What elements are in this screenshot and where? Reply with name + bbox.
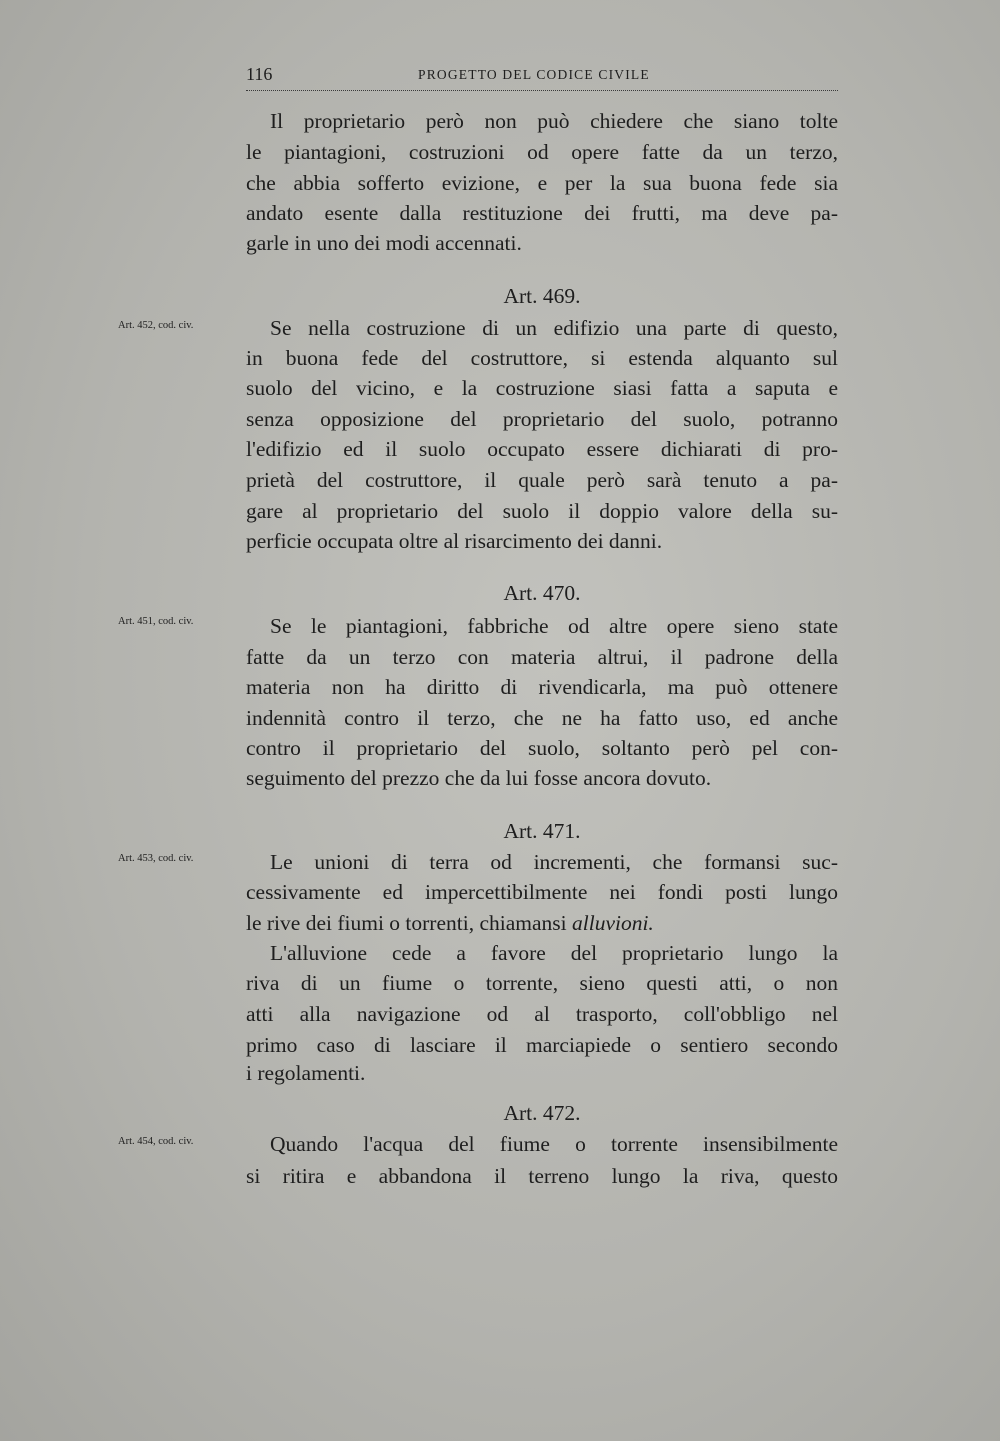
text-line: perficie occupata oltre al risarcimento dei danni. xyxy=(246,529,663,553)
article-heading: Art. 470. xyxy=(503,581,581,605)
text-line: cessivamente ed impercettibilmente nei fondi posti lungo xyxy=(246,880,838,904)
text-line: Il proprietario però non può chiedere che siano tolte xyxy=(270,109,838,133)
italic-term: alluvioni. xyxy=(572,911,654,935)
text-line: fatte da un terzo con materia altrui, il padrone della xyxy=(246,645,838,669)
text-line: riva di un fiume o torrente, sieno questi atti, o non xyxy=(246,971,838,995)
text-line: Se le piantagioni, fabbriche od altre opere sieno state xyxy=(270,614,838,638)
page-number: 116 xyxy=(246,64,273,84)
text-line: contro il proprietario del suolo, soltanto però pel con- xyxy=(246,736,838,760)
text-line: atti alla navigazione od al trasporto, coll'obbligo nel xyxy=(246,1002,838,1026)
text-line: Se nella costruzione di un edifizio una parte di questo, xyxy=(270,316,838,340)
text-line: che abbia sofferto evizione, e per la sua buona fede sia xyxy=(246,171,838,195)
text-line: indennità contro il terzo, che ne ha fatto uso, ed anche xyxy=(246,706,838,730)
text-line: primo caso di lasciare il marciapiede o sentiero secondo xyxy=(246,1033,838,1057)
text-line: materia non ha diritto di rivendicarla, ma può ottenere xyxy=(246,675,838,699)
text-line: in buona fede del costruttore, si estenda alquanto sul xyxy=(246,346,838,370)
text-line: si ritira e abbandona il terreno lungo la riva, questo xyxy=(246,1164,838,1188)
text-line: senza opposizione del proprietario del suolo, potranno xyxy=(246,407,838,431)
page-header xyxy=(246,64,838,91)
text-line: i regolamenti. xyxy=(246,1061,366,1085)
article-heading: Art. 471. xyxy=(503,819,581,843)
article-heading: Art. 472. xyxy=(503,1101,581,1125)
text-line: Le unioni di terra od incrementi, che formansi suc- xyxy=(270,850,838,874)
text-line: seguimento del prezzo che da lui fosse ancora dovuto. xyxy=(246,766,712,790)
text-fragment: le rive dei fiumi o torrenti, chiamansi xyxy=(246,911,567,935)
text-line: suolo del vicino, e la costruzione siasi fatta a saputa e xyxy=(246,376,838,400)
article-heading: Art. 469. xyxy=(503,284,581,308)
margin-note: Art. 452, cod. civ. xyxy=(118,320,194,331)
running-title: PROGETTO DEL CODICE CIVILE xyxy=(418,67,650,82)
margin-note: Art. 451, cod. civ. xyxy=(118,616,194,627)
text-line: andato esente dalla restituzione dei frutti, ma deve pa- xyxy=(246,201,838,225)
text-line: Quando l'acqua del fiume o torrente insensibilmente xyxy=(270,1132,838,1156)
margin-note: Art. 453, cod. civ. xyxy=(118,853,194,864)
text-line: prietà del costruttore, il quale però sarà tenuto a pa- xyxy=(246,468,838,492)
text-line: l'edifizio ed il suolo occupato essere dichiarati di pro- xyxy=(246,437,838,461)
text-line: le piantagioni, costruzioni od opere fatte da un terzo, xyxy=(246,140,838,164)
text-line: L'alluvione cede a favore del proprietario lungo la xyxy=(270,941,838,965)
margin-note: Art. 454, cod. civ. xyxy=(118,1136,194,1147)
text-line: garle in uno dei modi accennati. xyxy=(246,231,522,255)
text-line: gare al proprietario del suolo il doppio valore della su- xyxy=(246,499,838,523)
text-line xyxy=(246,909,838,938)
